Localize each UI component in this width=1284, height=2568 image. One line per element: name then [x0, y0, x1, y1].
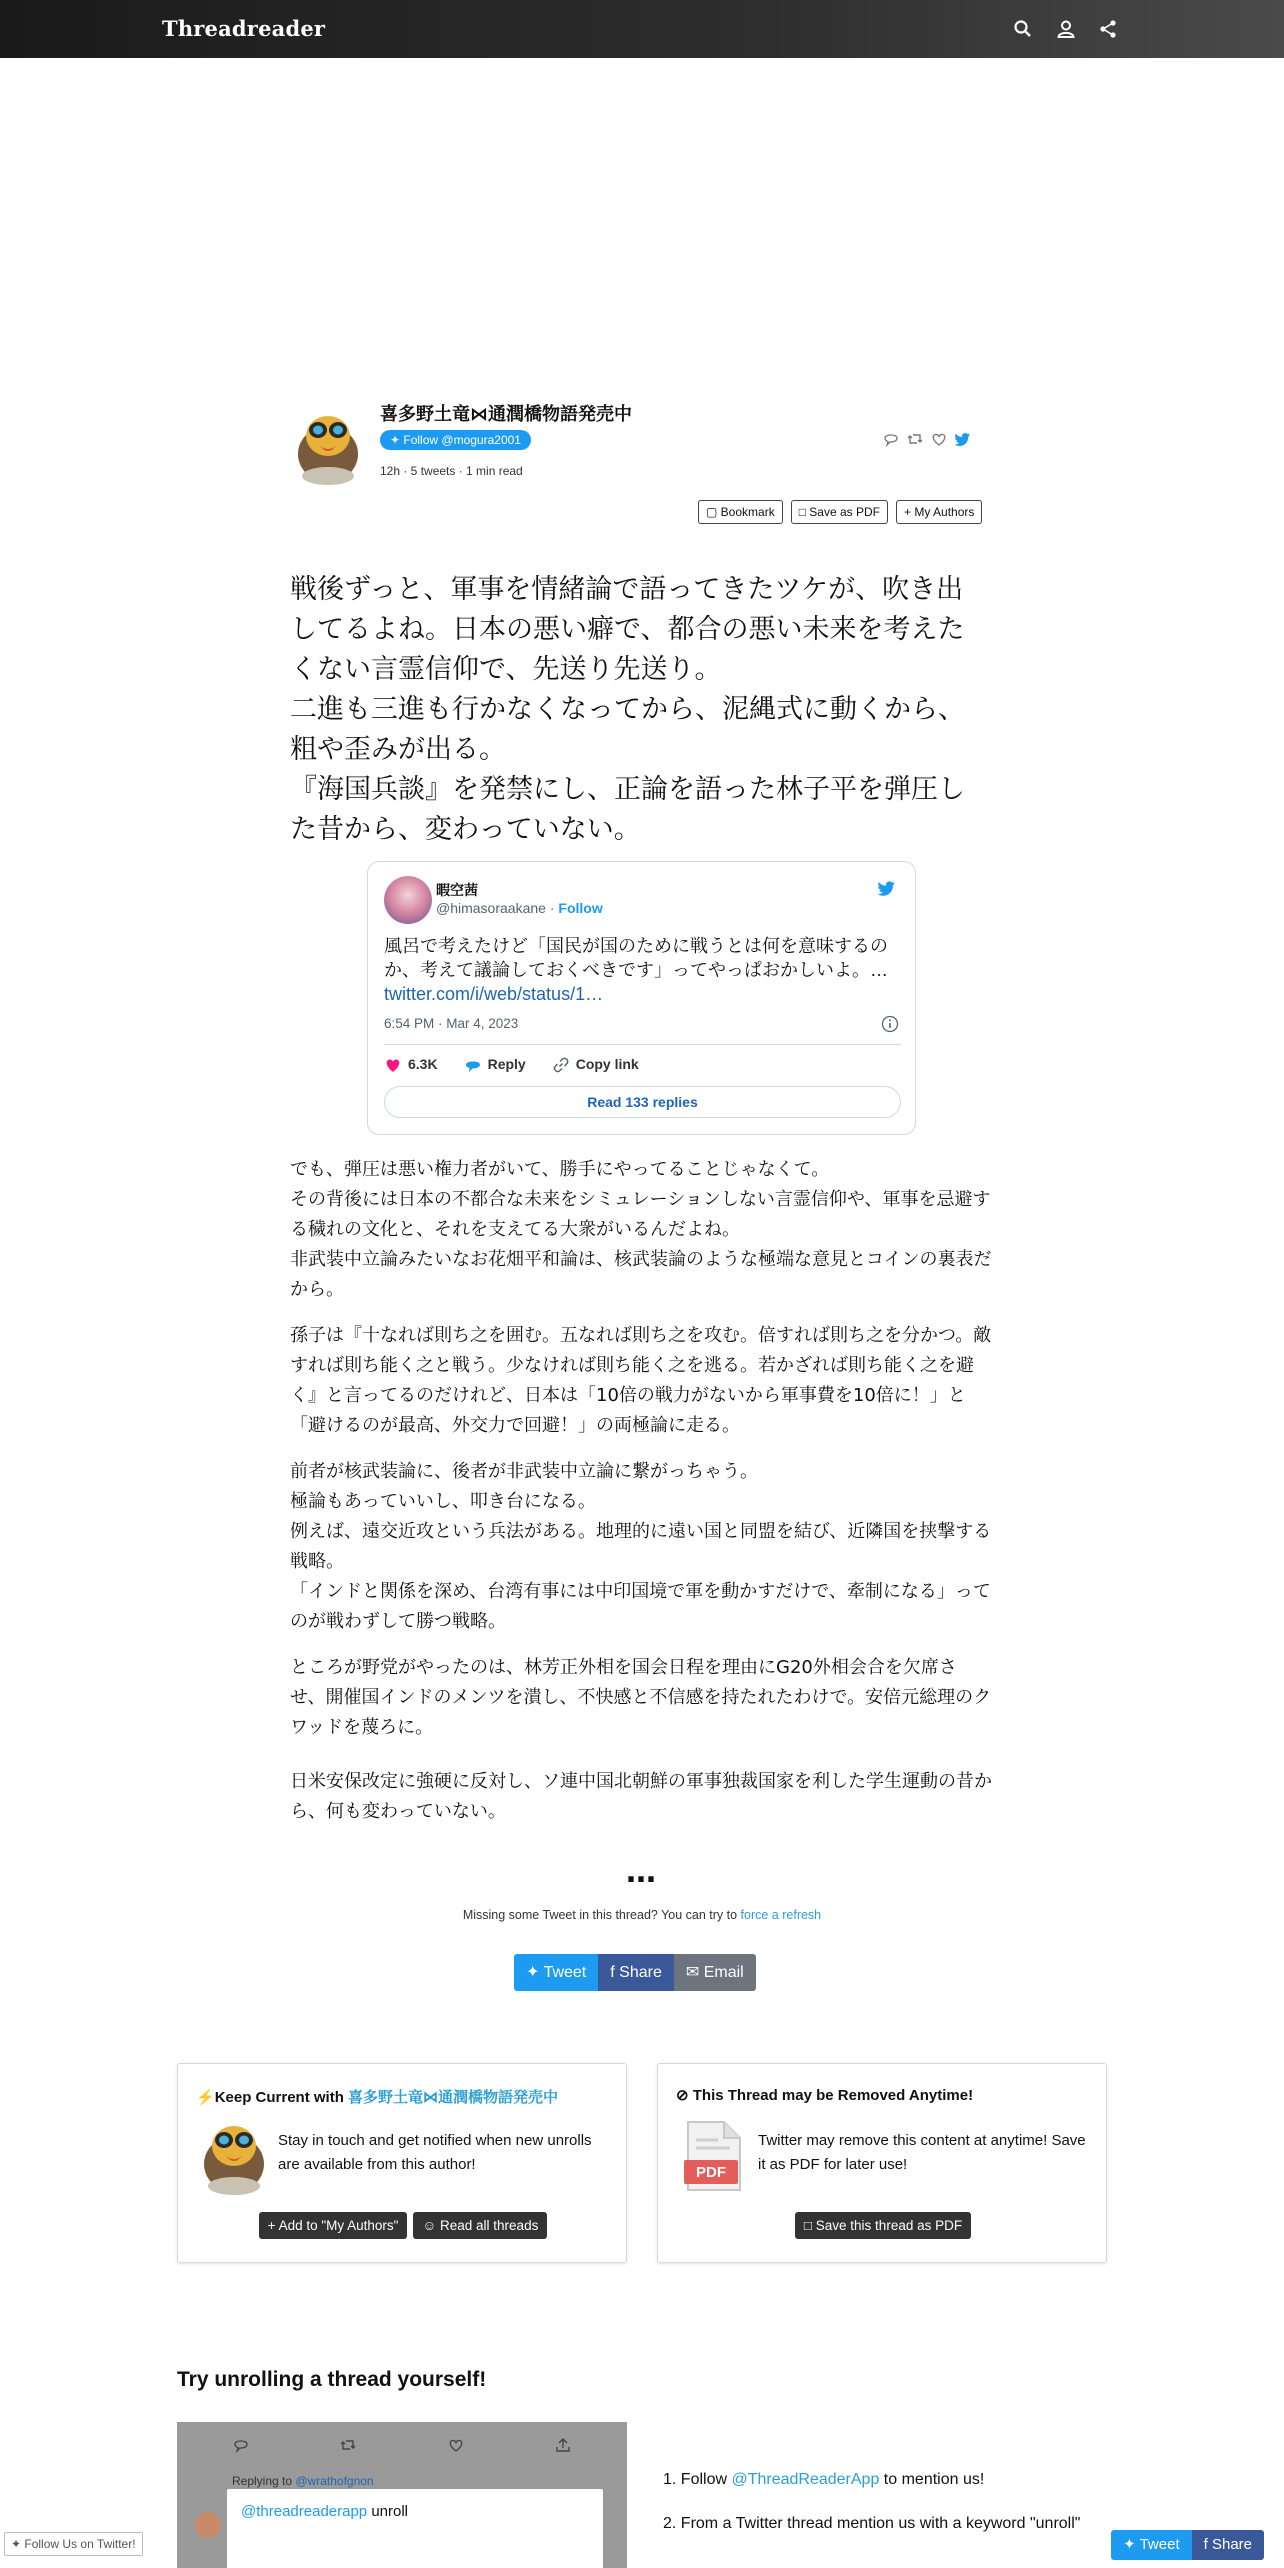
reply-bubble-icon [464, 1056, 482, 1074]
unroll-steps [663, 2458, 1080, 2546]
save-pdf-button[interactable] [791, 500, 888, 524]
twitter-logo-icon[interactable] [875, 878, 899, 898]
like-icon [447, 2436, 465, 2454]
facebook-icon: f [1203, 2536, 1212, 2553]
twitter-logo-icon[interactable] [954, 430, 972, 448]
envelope-icon: ✉ [685, 1964, 704, 1981]
thread-paragraph: ところが野党がやったのは、林芳正外相を国会日程を理由にG20外相会合を欠席させ、開催国インドのメンツを潰し、不快感と不信感を持たれたわけで。安倍元総理のクワッドを蔑ろに。 [290, 1657, 992, 1738]
thread-paragraph: でも、弾圧は悪い権力者がいて、勝手にやってることじゃなくて。 その背後には日本の不都合な未来をシミュレーションしない言霊信仰や、軍事を忌避する穢れの文化と、それを支えてる大衆がいるんだよね。 非武装中立論みたいなお花畑平和論は、核武装論のような極端な意見とコインの裏表だから。 [290, 1159, 992, 1300]
keep-current-buttons [178, 2212, 628, 2239]
removal-warning-card [657, 2063, 1107, 2263]
bolt-icon: ⚡ [196, 2089, 215, 2106]
lead-tweet-text [290, 570, 990, 850]
demo-reply-box [227, 2489, 603, 2568]
demo-mention: @threadreaderapp [241, 2503, 368, 2520]
removal-warning-title-text: This Thread may be Removed Anytime! [692, 2087, 974, 2104]
unroll-step-1 [663, 2458, 1080, 2502]
lead-paragraph: 『海国兵談』を発禁にし、正論を語った林子平を弾圧した昔から、変わっていない。 [290, 774, 965, 845]
keep-current-text: Stay in touch and get notified when new unrolls are available from this author! [278, 2132, 592, 2173]
read-replies-button[interactable]: Read 133 replies [384, 1086, 901, 1118]
bookmark-label: Bookmark [720, 505, 775, 519]
plus-icon: + [267, 2218, 279, 2233]
step1-suffix: to mention us! [879, 2471, 985, 2488]
email-share-button[interactable] [674, 1954, 756, 1991]
like-icon[interactable] [930, 430, 948, 448]
quoted-user-handle: @himasoraakane · Follow [436, 900, 603, 916]
my-authors-label: My Authors [914, 505, 975, 519]
top-nav-bar [0, 0, 1284, 58]
reply-button[interactable] [464, 1056, 526, 1074]
sticky-share-buttons [1111, 2530, 1264, 2560]
add-to-my-authors-label: Add to "My Authors" [278, 2218, 399, 2233]
follow-us-label: Follow Us on Twitter! [24, 2537, 136, 2551]
quoted-tweet-actions [384, 1056, 639, 1074]
keep-current-title [196, 2086, 558, 2107]
plus-icon: + [904, 505, 915, 519]
copy-link-label: Copy link [575, 1056, 639, 1072]
add-to-my-authors-button[interactable] [259, 2212, 408, 2239]
thread-end-ellipsis: … [626, 1855, 658, 1890]
quoted-handle-text[interactable]: @himasoraakane [436, 900, 546, 916]
lead-paragraph: 戦後ずっと、軍事を情緒論で語ってきたツケが、吹き出してるよね。日本の悪い癖で、都合の悪い未来を考えたくない言霊信仰で、先送り先送り。 [290, 574, 965, 685]
read-all-threads-button[interactable] [413, 2212, 547, 2239]
copy-link-button[interactable] [552, 1056, 639, 1074]
follow-author-button[interactable] [380, 430, 531, 450]
demo-action-icons [232, 2436, 572, 2454]
thread-meta: 12h · 5 tweets · 1 min read [380, 464, 523, 478]
sticky-tweet-button[interactable] [1111, 2530, 1192, 2560]
twitter-bird-icon: ✦ [390, 433, 404, 447]
reply-label: Reply [487, 1056, 526, 1072]
like-button[interactable] [384, 1056, 438, 1074]
tweet-action-icons [882, 430, 972, 448]
quoted-tweet-link[interactable]: twitter.com/i/web/status/1… [384, 984, 604, 1004]
follow-label: Follow @mogura2001 [403, 433, 521, 447]
author-avatar[interactable] [198, 2116, 270, 2196]
sticky-share-button[interactable] [1192, 2530, 1264, 2560]
bookmark-icon: ▢ [706, 505, 721, 519]
demo-replying-to [232, 2474, 374, 2488]
facebook-icon: f [610, 1964, 620, 1981]
unroll-demo-image [177, 2422, 627, 2568]
demo-replying-handle: @wrathofgnon [295, 2474, 374, 2488]
lead-paragraph: 二進も三進も行かなくなってから、泥縄式に動くから、粗や歪みが出る。 [290, 694, 965, 765]
embedded-tweet[interactable] [367, 861, 916, 1135]
demo-avatar [195, 2512, 221, 2538]
bookmark-button[interactable] [698, 500, 783, 524]
demo-reply-text [241, 2503, 408, 2520]
share-icon[interactable] [1097, 18, 1119, 40]
demo-unroll-word: unroll [367, 2503, 409, 2520]
user-icon: ☺ [422, 2218, 441, 2233]
step1-prefix: 1. Follow [663, 2471, 732, 2488]
retweet-icon [339, 2436, 357, 2454]
force-refresh-link[interactable]: force a refresh [740, 1908, 822, 1922]
pdf-icon-label: PDF [696, 2164, 726, 2181]
pdf-file-icon [682, 2120, 744, 2192]
keep-current-author-link[interactable]: 喜多野土竜⋈通潤橋物語発売中 [348, 2089, 559, 2106]
share-buttons [514, 1954, 756, 1991]
quoted-tweet-time[interactable]: 6:54 PM · Mar 4, 2023 [384, 1016, 519, 1031]
save-thread-pdf-label: Save this thread as PDF [815, 2218, 963, 2233]
removal-warning-title [676, 2086, 973, 2104]
twitter-bird-icon: ✦ [526, 1964, 544, 1981]
info-icon[interactable] [881, 1015, 899, 1033]
read-all-threads-label: Read all threads [440, 2218, 539, 2233]
brand-logo[interactable]: Threadreader [162, 16, 326, 41]
link-icon [552, 1056, 570, 1074]
follow-us-button[interactable] [4, 2532, 143, 2556]
divider [384, 1044, 901, 1045]
quoted-user-name[interactable]: 暇空茜 [436, 882, 478, 898]
sticky-tweet-label: Tweet [1139, 2536, 1180, 2553]
quoted-user-avatar[interactable] [384, 876, 432, 924]
thread-paragraph: 前者が核武装論に、後者が非武装中立論に繋がっちゃう。 極論もあっていいし、叩き台になる。 例えば、遠交近攻という兵法がある。地理的に遠い国と同盟を結び、近隣国を挟撃する戦略。 「インドと関係を深め、台湾有事には中印国境で軍を動かすだけで、牽制になる」ってのが戦わずして勝つ戦略。 [290, 1461, 992, 1632]
quoted-tweet-body: 風呂で考えたけど「国民が国のために戦うとは何を意味するのか、考えて議論しておくべきです」ってやっぱおかしいよ。… [384, 936, 888, 980]
save-pdf-label: Save as PDF [809, 505, 880, 519]
twitter-bird-icon: ✦ [1123, 2536, 1140, 2553]
unroll-step-2: 2. From a Twitter thread mention us with a keyword "unroll" [663, 2515, 1081, 2532]
missing-text: Missing some Tweet in this thread? You can try to [462, 1908, 741, 1922]
try-unrolling-heading: Try unrolling a thread yourself! [177, 2368, 487, 2391]
removal-warning-text: Twitter may remove this content at anytime! Save it as PDF for later use! [758, 2132, 1086, 2173]
save-thread-pdf-button[interactable] [795, 2212, 971, 2239]
file-icon: □ [803, 2218, 816, 2233]
removal-warning-buttons [658, 2212, 1108, 2239]
upload-icon [554, 2436, 572, 2454]
author-avatar[interactable] [292, 406, 364, 486]
twitter-bird-icon: ✦ [11, 2537, 25, 2551]
tweet-share-button[interactable] [514, 1954, 598, 1991]
facebook-share-label: Share [619, 1964, 662, 1981]
search-icon[interactable] [1012, 18, 1034, 40]
ban-icon: ⊘ [676, 2087, 693, 2104]
thread-paragraph: 孫子は『十なれば則ち之を囲む。五なれば則ち之を攻む。倍すれば則ち之を分かつ。敵すれば則ち能く之と戦う。少なければ則ち能く之を逃る。若かざれば則ち能く之を避く』と言ってるのだけれど、日本は「10倍の戦力がないから軍事費を10倍に！」と「避けるのが最高、外交力で回避！」の両極論に走る。 [290, 1325, 992, 1436]
author-name[interactable]: 喜多野土竜⋈通潤橋物語発売中 [380, 404, 632, 425]
user-icon[interactable] [1055, 18, 1077, 40]
quoted-follow-link[interactable]: Follow [558, 900, 603, 916]
quoted-tweet-text [384, 934, 904, 1006]
file-icon: □ [798, 505, 810, 519]
thread-body [290, 1155, 992, 1843]
tweet-share-label: Tweet [543, 1964, 587, 1981]
sticky-share-label: Share [1211, 2536, 1252, 2553]
demo-replying-to-label: Replying to [232, 2474, 296, 2488]
retweet-icon[interactable] [906, 430, 924, 448]
email-share-label: Email [703, 1964, 744, 1981]
like-count: 6.3K [408, 1056, 438, 1072]
facebook-share-button[interactable] [598, 1954, 674, 1991]
my-authors-button[interactable] [896, 500, 982, 524]
keep-current-card [177, 2063, 627, 2263]
thread-action-buttons [698, 500, 982, 524]
reply-icon[interactable] [882, 430, 900, 448]
threadreaderapp-link[interactable]: @ThreadReaderApp [731, 2471, 880, 2488]
reply-icon [232, 2436, 250, 2454]
thread-paragraph: 日米安保改定に強硬に反対し、ソ連中国北朝鮮の軍事独裁国家を利した学生運動の昔から、何も変わっていない。 [290, 1771, 992, 1822]
heart-icon [384, 1056, 402, 1074]
missing-tweet-notice [0, 1908, 1284, 1922]
keep-current-title-text: Keep Current with [214, 2089, 349, 2106]
